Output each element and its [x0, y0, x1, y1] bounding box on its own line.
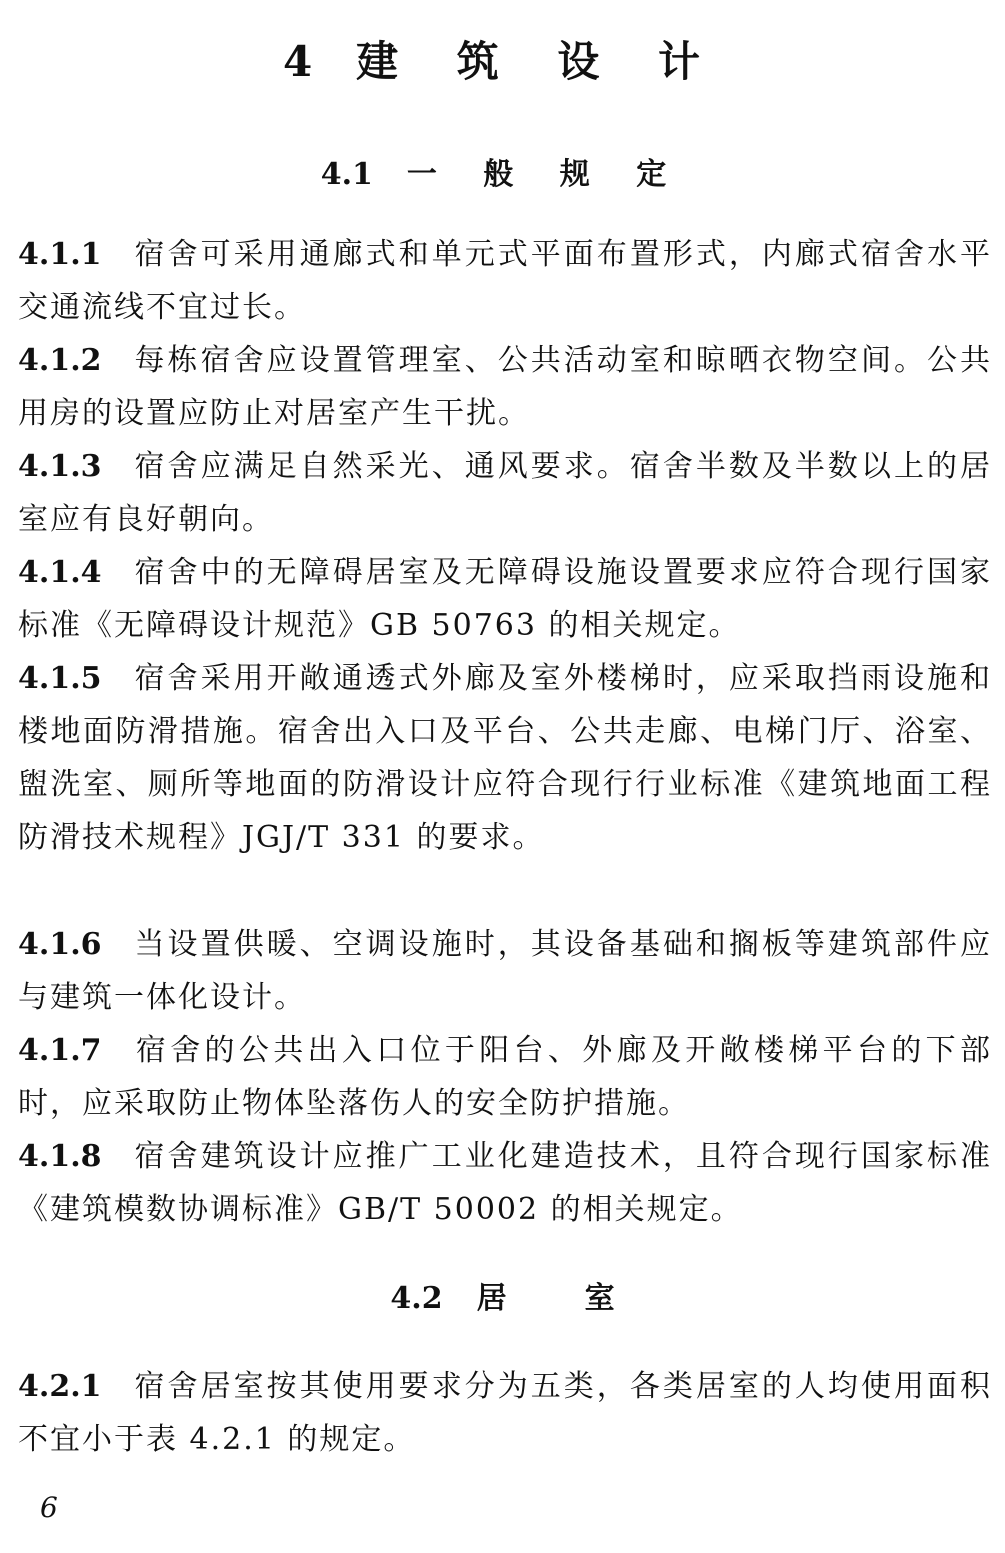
clause-text: 当设置供暖、空调设施时，其设备基础和搁板等建筑部件应与建筑一体化设计。	[18, 927, 992, 1015]
chapter-title	[0, 34, 1005, 90]
section-heading-part: 居	[476, 1281, 507, 1316]
section-heading-text: 一 般 规 定	[406, 157, 685, 192]
clause-number: 4.1.2	[18, 343, 102, 378]
section-title-4-2	[0, 1279, 1005, 1319]
clause-number: 4.1.6	[18, 927, 102, 962]
page-number: 6	[40, 1491, 58, 1524]
section-number: 4.2	[390, 1281, 443, 1316]
clause-4-1-4	[18, 546, 992, 652]
clause-text: 宿舍采用开敞通透式外廊及室外楼梯时，应采取挡雨设施和楼地面防滑措施。宿舍出入口及平台、公共走廊、电梯门厅、浴室、盥洗室、厕所等地面的防滑设计应符合现行行业标准《建筑地面工程防滑技术规程》JGJ/T 331 的要求。	[18, 661, 992, 855]
chapter-number: 4	[282, 37, 313, 86]
clause-4-1-1	[18, 228, 992, 334]
clause-number: 4.1.1	[18, 237, 102, 272]
clause-text: 宿舍居室按其使用要求分为五类，各类居室的人均使用面积不宜小于表 4.2.1 的规定。	[18, 1369, 992, 1457]
clause-4-1-2	[18, 334, 992, 440]
clause-text: 宿舍的公共出入口位于阳台、外廊及开敞楼梯平台的下部时，应采取防止物体坠落伤人的安全防护措施。	[18, 1033, 992, 1121]
clause-text: 宿舍建筑设计应推广工业化建造技术，且符合现行国家标准《建筑模数协调标准》GB/T 50002 的相关规定。	[18, 1139, 992, 1227]
clause-number: 4.1.8	[18, 1139, 102, 1174]
clause-text: 宿舍应满足自然采光、通风要求。宿舍半数及半数以上的居室应有良好朝向。	[18, 449, 992, 537]
clause-4-1-5	[18, 652, 992, 864]
clause-number: 4.1.4	[18, 555, 102, 590]
clause-number: 4.2.1	[18, 1369, 102, 1404]
section-heading-text	[477, 1281, 615, 1316]
clause-4-1-6	[18, 918, 992, 1024]
clause-text: 宿舍可采用通廊式和单元式平面布置形式，内廊式宿舍水平交通流线不宜过长。	[18, 237, 992, 325]
clause-text: 每栋宿舍应设置管理室、公共活动室和晾晒衣物空间。公共用房的设置应防止对居室产生干扰。	[18, 343, 992, 431]
clause-number: 4.1.5	[18, 661, 102, 696]
clause-number: 4.1.7	[18, 1033, 102, 1068]
clause-4-1-3	[18, 440, 992, 546]
clause-4-1-7	[18, 1024, 992, 1130]
clause-4-2-1	[18, 1360, 992, 1466]
clause-4-1-8	[18, 1130, 992, 1236]
section-number: 4.1	[320, 157, 373, 192]
clause-text: 宿舍中的无障碍居室及无障碍设施设置要求应符合现行国家标准《无障碍设计规范》GB 50763 的相关规定。	[18, 555, 992, 643]
clause-number: 4.1.3	[18, 449, 102, 484]
section-title-4-1	[0, 155, 1005, 195]
section-heading-part: 室	[584, 1281, 615, 1316]
chapter-heading-text: 建 筑 设 计	[356, 37, 723, 86]
